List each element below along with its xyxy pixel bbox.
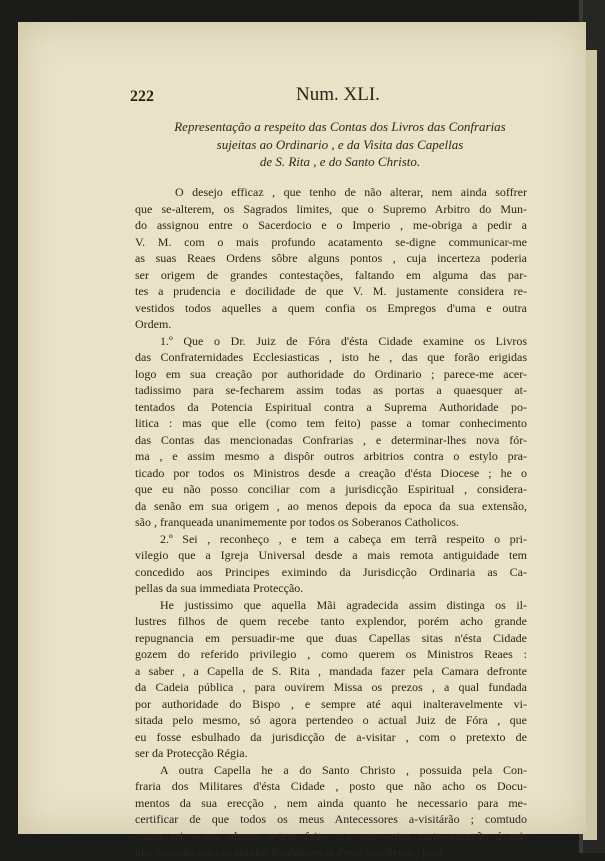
text-line: que eu não posso conciliar com a jurisdicção Espiritual , considera- [135,482,527,496]
text-line: vestidos todos aquelles a quem confia os Empregos d'uma e outra [135,300,527,315]
text-line: logo em sua creação por authoridade do Ordinario ; parece-me acer- [135,366,527,381]
text-line: tentados da Potencia Espiritual contra a Suprema Authoridade po- [135,399,527,414]
title-line: de S. Rita , e do Santo Christo. [259,154,421,169]
text-line: ser da Protecção Régia. [135,746,248,760]
text-line: como sei , que alguns o-tem feito ; e por outra parte escapão á mi- [135,828,527,843]
text-line: por authoridade do Bispo , e sempre até aqui inalteravelmente vi- [135,696,527,711]
text-line: ticado por todos os Ministros desde a creação d'ésta Diocese ; he o [135,465,527,480]
text-line: a saber , a Capella de S. Rita , mandada fazer pela Camara defronte [135,663,527,678]
paragraph [135,762,527,861]
text-line: das Contas das mencionadas Confrarias , e determinar-lhes nova fór- [135,432,527,447]
text-line: do assignou entre o Sacerdocio e o Imperio , me-obriga a pedir a [135,218,527,232]
text-line: A outra Capella he a do Santo Christo , possuida pela Con- [160,762,527,777]
title-line: sujeitas ao Ordinario , e da Visita das Capellas [216,136,464,152]
text-line: certificar de que todos os meus Antecessores a-visitárão ; comtudo [135,812,527,826]
text-line: litica : mas que elle (como tem feito) passe a tomar conhecimento [135,416,527,430]
text-line: vilegio que a Igreja Universal desde a mais remota antiguidade tem [135,548,527,562]
text-line: da senão em sua origem , ao menos depois da epoca da sua extensão, [135,498,527,513]
text-line: Ordem. [135,317,172,331]
text-line: repugnancia em persuadir-me que duas Capellas sitas n'ésta Cidade [135,630,527,645]
text-line: V. M. com o mais profundo acatamento se-digne communicar-me [135,234,527,249]
text-line: eu fosse esbulhado da jurisdicção de a-visitar , com o pretexto de [135,729,527,744]
text-line: gozem do referido privilegio , como querem os Ministros Reaes : [135,647,527,661]
text-line: 2.º Sei , reconheço , e tem a cabeça em terrã respeito o pri- [160,531,527,546]
paragraph [135,333,527,531]
title-line: Representação a respeito das Contas dos Livros das Confrarias [174,119,506,134]
paragraph [135,531,527,597]
text-line: mentos da sua erecção , nem ainda quanto he necessario para me- [135,795,527,810]
text-line: tadissimo para se-fecharem assim todas as portas a quaesquer at- [135,383,527,397]
text-line: concedido aos Principes eximindo da Jurisdicção Ordinaria as Ca- [135,564,527,579]
text-line: tes a prudencia e docilidade de que V. M. justamente considera re- [135,284,527,298]
text-line: das Confraternidades Ecclesiasticas , isto he , das que forão erigidas [135,350,527,364]
document-body [135,184,527,861]
text-line: nha consideração os solidos fundamentos d'este privilegio , para [135,845,443,859]
document-heading: Num. XLI. [296,84,380,105]
paragraph [135,184,527,333]
text-line: sitada pelo mesmo, só agora pertendeo o actual Juiz de Fóra , que [135,713,527,727]
text-line: O desejo efficaz , que tenho de não alterar, nem ainda soffrer [175,185,527,199]
text-line: ma , e assim mesmo a dispôr outros arbitrios contra o estylo pra- [135,449,527,463]
text-line: as suas Reaes Ordens sôbre alguns pontos , cuja incerteza poderia [135,251,527,265]
text-line: pellas da sua immediata Protecção. [135,581,304,595]
text-line: fraria dos Militares d'ésta Cidade , posto que não acho os Docu- [135,779,527,793]
text-line: são , franqueada unanimemente por todos os Soberanos Catholicos. [135,515,459,529]
text-line: que se-alterem, os Sagrados limites, que o Supremo Arbitro do Mun- [135,201,527,216]
text-line: ser origem de grandes contestações, faltando em alguma das par- [135,267,527,282]
document-title [142,118,538,171]
text-line: lustres filhos de quem recebe tanto explendor, porém acho grande [135,614,527,628]
text-line: He justissimo que aquella Mãi agradecida assim distinga os il- [160,597,527,612]
paragraph [135,597,527,762]
page-number: 222 [130,88,154,105]
text-line: 1.º Que o Dr. Juiz de Fóra d'ésta Cidade examine os Livros [160,333,527,348]
text-line: da Cadeia pública , para ouvirem Missa os prezos , a qual fundada [135,680,527,694]
